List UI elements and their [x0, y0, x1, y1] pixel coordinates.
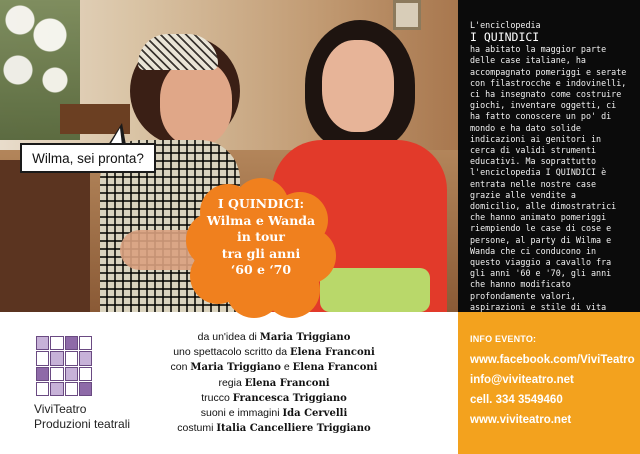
panel-body: ha abitato la maggior parte delle case italiane, ha accompagnato pomeriggi e serate con filastrocche e indovinelli, ci ha insegnato come costruire giochi, inventare oggetti, ci ha fatto conoscere un po' di mondo e ha dato solide indicazioni ai genitori in cerca di validi strumenti educativi. Ma soprattutto l'enciclopedia I QUINDICI è entrata nelle nostre case grazie alle vendite a domicilio, alle dimostratrici che hanno animato pomeriggi riempiendo le case di cose e persone, al party di Wilma e Wanda che ci conducono in questo viaggio a cavallo fra gli anni '60 e '70, gli anni che hanno modificato profondamente valori, aspirazioni e stile di vita — [470, 44, 627, 312]
credit-label: uno spettacolo scritto da — [173, 346, 288, 359]
company-name — [34, 402, 130, 432]
panel-intro: L'enciclopedia — [470, 20, 541, 30]
credit-label: suoni e immagini — [200, 407, 280, 420]
credit-line — [154, 360, 394, 375]
event-info-box — [458, 312, 640, 454]
credit-line — [154, 376, 394, 391]
credit-line — [154, 421, 394, 436]
credit-label: trucco — [201, 391, 230, 404]
credit-name: Francesca Triggiano — [232, 392, 347, 404]
credit-name: Maria Triggiano — [190, 362, 281, 374]
panel-brand: I QUINDICI — [470, 30, 540, 45]
viviteatro-logo — [36, 336, 92, 396]
company-name-line1: ViviTeatro — [34, 402, 87, 416]
badge-line: I QUINDICI: — [217, 196, 305, 211]
badge-line: in tour — [237, 229, 285, 244]
credit-label: con — [170, 361, 188, 374]
credit-name: Elena Franconi — [292, 362, 378, 374]
email-link[interactable]: info@viviteatro.net — [470, 374, 574, 386]
badge-line: ‘60 e ‘70 — [230, 262, 292, 277]
wilma-headband — [138, 34, 218, 70]
wanda-lap — [320, 268, 430, 312]
website-link[interactable]: www.viviteatro.net — [470, 414, 572, 426]
title-badge-text — [186, 196, 336, 279]
credit-name: Ida Cervelli — [282, 408, 348, 420]
credit-label: regia — [218, 376, 242, 389]
wanda-face — [322, 40, 394, 132]
photo-picture-frame — [393, 0, 421, 30]
credit-joiner: e — [283, 361, 290, 374]
photo-cabinet — [0, 160, 90, 312]
credit-label: costumi — [177, 422, 214, 435]
badge-line: Wilma e Wanda — [206, 212, 316, 228]
credits-block — [154, 330, 394, 436]
credit-line — [154, 406, 394, 421]
badge-line: tra gli anni — [221, 245, 301, 261]
credit-name: Elena Franconi — [289, 347, 375, 359]
credit-line — [154, 345, 394, 360]
credit-line — [154, 391, 394, 406]
credit-line — [154, 330, 394, 345]
description-panel — [458, 0, 640, 312]
speech-bubble — [20, 143, 156, 173]
credit-name: Italia Cancelliere Triggiano — [216, 423, 371, 435]
facebook-link[interactable]: www.facebook.com/ViviTeatro — [470, 354, 635, 366]
credit-name: Elena Franconi — [244, 377, 330, 389]
wilma-face — [160, 60, 232, 146]
credit-name: Maria Triggiano — [259, 332, 351, 343]
company-name-line2: Produzioni teatrali — [34, 417, 131, 431]
speech-bubble-text: Wilma, sei pronta? — [32, 150, 144, 166]
phone-number[interactable]: cell. 334 3549460 — [470, 394, 563, 406]
credit-label: da un'idea di — [197, 331, 257, 343]
info-title: INFO EVENTO: — [470, 334, 537, 344]
